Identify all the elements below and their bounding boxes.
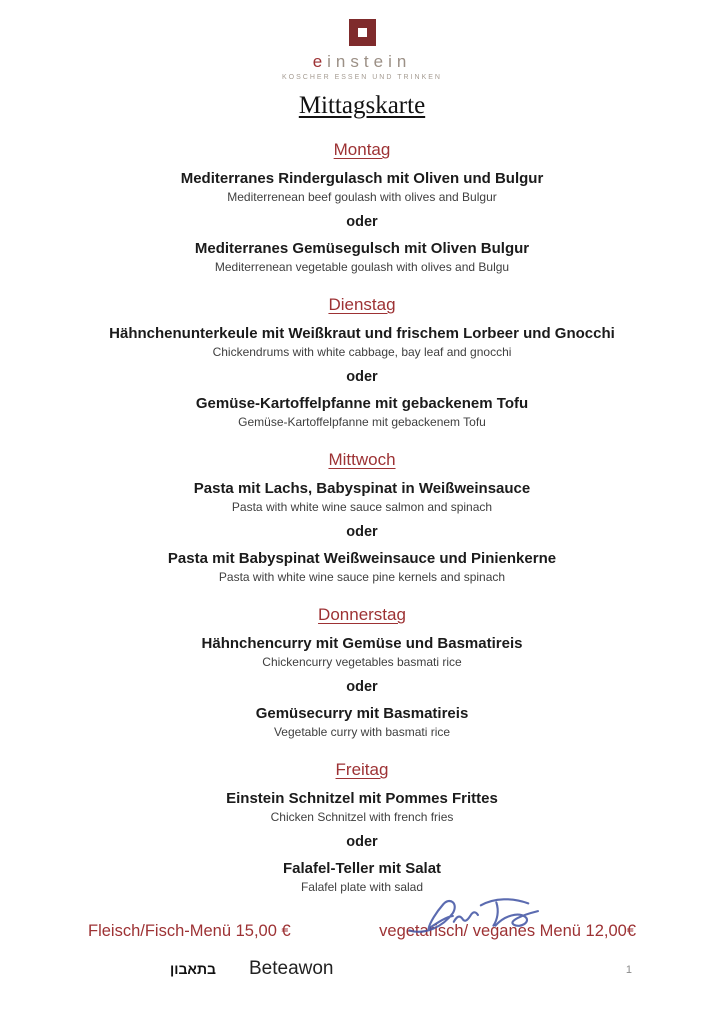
dish-translation: Chickencurry vegetables basmati rice <box>262 655 462 669</box>
day-heading: Freitag <box>335 760 389 779</box>
day-options <box>0 635 724 740</box>
page-title: Mittagskarte <box>298 92 426 119</box>
day-options <box>0 325 724 430</box>
dish-translation: Mediterrenean beef goulash with olives and Bulgur <box>227 190 497 204</box>
day-section <box>0 295 724 430</box>
menu-option <box>0 480 724 515</box>
veg-menu-price: vegetarisch/ veganes Menü 12,00€ <box>379 922 636 940</box>
day-section <box>0 450 724 585</box>
hebrew-beteawon: בתאבון <box>170 961 216 977</box>
day-options <box>0 480 724 585</box>
logo <box>0 0 724 81</box>
dish-translation: Pasta with white wine sauce salmon and spinach <box>231 500 493 514</box>
day-section <box>0 140 724 275</box>
dish-translation: Gemüse-Kartoffelpfanne mit gebackenem Tofu <box>238 415 486 429</box>
dish-name: Hähnchencurry mit Gemüse und Basmatireis <box>201 635 523 652</box>
brand-tagline: KOSCHER ESSEN UND TRINKEN <box>282 74 442 81</box>
or-separator: oder <box>346 369 378 385</box>
dish-name: Falafel-Teller mit Salat <box>282 860 442 877</box>
beteawon-label: Beteawon <box>248 958 334 979</box>
or-separator: oder <box>346 834 378 850</box>
logo-square-icon <box>349 19 376 46</box>
brand-first-letter: e <box>312 52 328 71</box>
dish-name: Gemüsecurry mit Basmatireis <box>255 705 469 722</box>
menu-option <box>0 240 724 275</box>
handwritten-signature <box>398 886 556 944</box>
dish-name: Hähnchenunterkeule mit Weißkraut und frischem Lorbeer und Gnocchi <box>109 325 615 342</box>
beteawon-row <box>0 958 724 980</box>
day-section <box>0 605 724 740</box>
dish-name: Gemüse-Kartoffelpfanne mit gebackenem Tofu <box>195 395 529 412</box>
dish-translation: Mediterrenean vegetable goulash with olives and Bulgu <box>214 260 510 274</box>
day-options <box>0 790 724 895</box>
menu-option <box>0 325 724 360</box>
or-separator: oder <box>346 524 378 540</box>
day-heading: Dienstag <box>328 295 396 314</box>
brand-rest: instein <box>327 52 412 71</box>
day-heading: Mittwoch <box>328 450 396 469</box>
day-heading: Donnerstag <box>318 605 406 624</box>
dish-translation: Vegetable curry with basmati rice <box>273 725 451 739</box>
menu-days <box>0 140 724 895</box>
dish-name: Mediterranes Gemüsegulsch mit Oliven Bulgur <box>194 240 530 257</box>
brand-wordmark <box>0 52 724 72</box>
meat-menu-price: Fleisch/Fisch-Menü 15,00 € <box>88 922 291 940</box>
price-row <box>0 922 724 941</box>
menu-option <box>0 635 724 670</box>
or-separator: oder <box>346 214 378 230</box>
logo-square-inner <box>358 28 367 37</box>
menu-option <box>0 705 724 740</box>
dish-translation: Falafel plate with salad <box>300 880 424 894</box>
day-options <box>0 170 724 275</box>
menu-option <box>0 550 724 585</box>
dish-name: Pasta mit Babyspinat Weißweinsauce und Pinienkerne <box>167 550 557 567</box>
dish-translation: Chickendrums with white cabbage, bay leaf and gnocchi <box>212 345 512 359</box>
or-separator: oder <box>346 679 378 695</box>
dish-translation: Pasta with white wine sauce pine kernels and spinach <box>218 570 506 584</box>
menu-option <box>0 790 724 825</box>
menu-option <box>0 395 724 430</box>
dish-name: Mediterranes Rindergulasch mit Oliven und Bulgur <box>180 170 544 187</box>
day-heading: Montag <box>333 140 391 159</box>
menu-option <box>0 860 724 895</box>
dish-name: Einstein Schnitzel mit Pommes Frittes <box>226 790 498 807</box>
page-number: 1 <box>625 964 632 976</box>
dish-translation: Chicken Schnitzel with french fries <box>270 810 454 824</box>
dish-name: Pasta mit Lachs, Babyspinat in Weißweinsauce <box>193 480 531 497</box>
day-section <box>0 760 724 895</box>
menu-option <box>0 170 724 205</box>
